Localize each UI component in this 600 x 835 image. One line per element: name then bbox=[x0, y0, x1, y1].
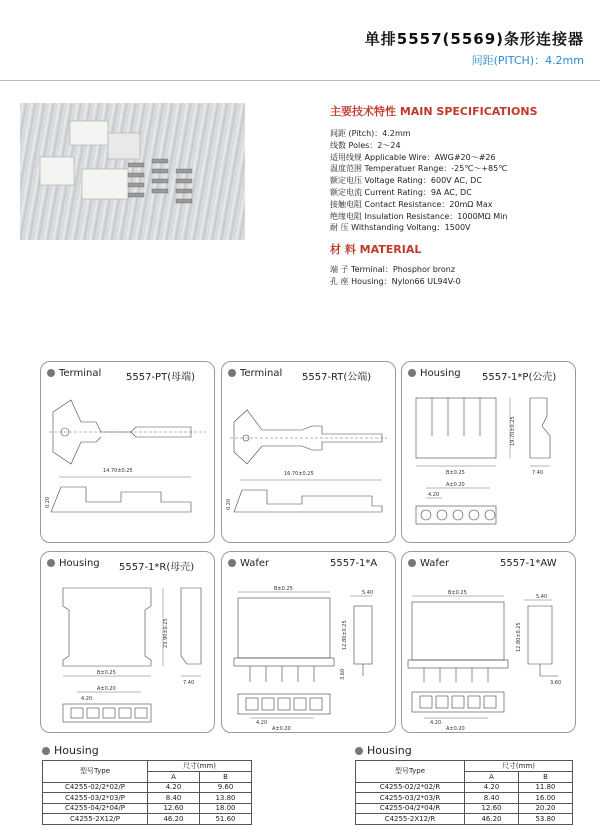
housing-table-r bbox=[355, 760, 573, 825]
dim-label: 12.80±0.25 bbox=[342, 620, 348, 650]
material-line: 端 子 Terminal：Phosphor bronz bbox=[330, 265, 456, 274]
table-row bbox=[43, 782, 252, 793]
panel-terminal-rt bbox=[221, 361, 396, 543]
panel-title: Housing bbox=[408, 368, 461, 379]
col-header-b: B bbox=[519, 772, 573, 783]
table-cell: C4255-02/2*02/P bbox=[43, 782, 148, 793]
panel-part: 5557-PT(母端) bbox=[126, 372, 195, 383]
table-cell: C4255-03/2*03/R bbox=[356, 793, 465, 804]
panel-part: 5557-1*AW bbox=[500, 558, 557, 569]
table-cell: 18.00 bbox=[200, 803, 252, 814]
table-row bbox=[356, 793, 573, 804]
housing-table-p bbox=[42, 760, 252, 825]
bullet-icon bbox=[408, 369, 416, 377]
table-cell: 20.20 bbox=[519, 803, 573, 814]
table-cell: C4255-04/2*04/P bbox=[43, 803, 148, 814]
dim-label: 5.40 bbox=[536, 594, 548, 600]
table-cell: 8.40 bbox=[148, 793, 200, 804]
table-title: Housing bbox=[355, 744, 412, 757]
dim-label: A±0.20 bbox=[446, 482, 465, 488]
table-cell: 9.60 bbox=[200, 782, 252, 793]
table-cell: 4.20 bbox=[465, 782, 519, 793]
table-row bbox=[356, 814, 573, 825]
panel-housing-r bbox=[40, 551, 215, 733]
panel-wafer-a bbox=[221, 551, 396, 733]
bullet-icon bbox=[228, 369, 236, 377]
panel-housing-p bbox=[401, 361, 576, 543]
table-row bbox=[43, 814, 252, 825]
bullet-icon bbox=[228, 559, 236, 567]
dim-label: 16.70±0.25 bbox=[284, 471, 314, 477]
pitch-subtitle: 间距(PITCH)：4.2mm bbox=[471, 54, 584, 67]
dim-label: 23.90±0.25 bbox=[163, 618, 169, 648]
dim-label: 0.20 bbox=[226, 498, 232, 510]
header-divider bbox=[0, 80, 600, 81]
dim-label: 4.20 bbox=[81, 696, 93, 702]
bullet-icon bbox=[408, 559, 416, 567]
spec-line: 绝缘电阻 Insulation Resistance：1000MΩ Min bbox=[330, 211, 508, 221]
dim-label: 19.70±0.25 bbox=[510, 416, 516, 446]
table-cell: C4255-2X12/R bbox=[356, 814, 465, 825]
spec-line: 额定电压 Voltage Rating：600V AC, DC bbox=[330, 176, 482, 186]
col-header-model: 型号Type bbox=[43, 761, 148, 783]
table-cell: C4255-04/2*04/R bbox=[356, 803, 465, 814]
housing-r-drawing bbox=[41, 576, 214, 728]
dim-label: B±0.25 bbox=[274, 586, 293, 592]
panel-terminal-pt bbox=[40, 361, 215, 543]
table-cell: 11.80 bbox=[519, 782, 573, 793]
col-header-model: 型号Type bbox=[356, 761, 465, 783]
table-cell: C4255-02/2*02/R bbox=[356, 782, 465, 793]
spec-line: 线数 Poles：2～24 bbox=[330, 140, 401, 150]
bullet-icon bbox=[47, 559, 55, 567]
panel-wafer-aw bbox=[401, 551, 576, 733]
table-cell: 12.60 bbox=[148, 803, 200, 814]
specs-title: 主要技术特性 MAIN SPECIFICATIONS bbox=[330, 105, 538, 118]
spec-line: 接触电阻 Contact Resistance：20mΩ Max bbox=[330, 199, 493, 209]
dim-label: B±0.25 bbox=[97, 670, 116, 676]
wafer-aw-drawing bbox=[402, 576, 575, 732]
panel-part: 5557-1*P(公壳) bbox=[482, 372, 557, 383]
col-header-a: A bbox=[148, 772, 200, 783]
table-cell: 46.20 bbox=[148, 814, 200, 825]
table-title: Housing bbox=[42, 744, 99, 757]
col-header-b: B bbox=[200, 772, 252, 783]
table-cell: 13.80 bbox=[200, 793, 252, 804]
table-cell: C4255-2X12/P bbox=[43, 814, 148, 825]
spec-line: 间距 (Pitch)：4.2mm bbox=[330, 129, 411, 138]
panel-title: Wafer bbox=[228, 558, 269, 569]
panel-part: 5557-1*A bbox=[330, 558, 378, 569]
table-cell: 46.20 bbox=[465, 814, 519, 825]
col-header-size: 尺寸(mm) bbox=[148, 761, 252, 772]
dim-label: 5.40 bbox=[362, 590, 374, 596]
terminal-rt-drawing bbox=[222, 392, 395, 537]
bullet-icon bbox=[355, 747, 363, 755]
table-row bbox=[356, 782, 573, 793]
terminal-pt-drawing bbox=[41, 392, 214, 537]
panel-title: Terminal bbox=[47, 368, 101, 379]
table-cell: 53.80 bbox=[519, 814, 573, 825]
table-row bbox=[43, 803, 252, 814]
dim-label: 7.40 bbox=[532, 470, 544, 476]
spec-line: 温度范围 Temperatuer Range：-25℃～+85℃ bbox=[330, 164, 508, 174]
panel-title: Housing bbox=[47, 558, 100, 569]
dim-label: 4.20 bbox=[256, 720, 268, 726]
table-row bbox=[43, 793, 252, 804]
table-cell: 4.20 bbox=[148, 782, 200, 793]
dim-label: 4.20 bbox=[430, 720, 442, 726]
dim-label: B±0.25 bbox=[448, 590, 467, 596]
dim-label: A±0.20 bbox=[272, 726, 291, 732]
col-header-a: A bbox=[465, 772, 519, 783]
dim-label: 14.70±0.25 bbox=[103, 468, 133, 474]
dim-label: A±0.20 bbox=[446, 726, 465, 732]
dim-label: B±0.25 bbox=[446, 470, 465, 476]
spec-line: 适用线规 Applicable Wire：AWG#20～#26 bbox=[330, 152, 496, 162]
bullet-icon bbox=[47, 369, 55, 377]
dim-label: 3.60 bbox=[550, 680, 562, 686]
spec-line: 耐 压 Withstanding Voltang：1500V bbox=[330, 223, 471, 233]
col-header-size: 尺寸(mm) bbox=[465, 761, 573, 772]
dim-label: 7.40 bbox=[183, 680, 195, 686]
spec-line: 额定电流 Current Rating：9A AC, DC bbox=[330, 188, 472, 197]
dim-label: A±0.20 bbox=[97, 686, 116, 692]
panel-title: Wafer bbox=[408, 558, 449, 569]
dim-label: 0.20 bbox=[45, 496, 51, 508]
wafer-a-drawing bbox=[222, 576, 395, 732]
connector-photo-illustration bbox=[20, 103, 245, 240]
page-title: 单排5557(5569)条形连接器 bbox=[364, 30, 584, 48]
material-line: 孔 座 Housing：Nylon66 UL94V-0 bbox=[330, 276, 461, 286]
table-cell: 16.00 bbox=[519, 793, 573, 804]
panel-title: Terminal bbox=[228, 368, 282, 379]
product-photo bbox=[20, 103, 245, 240]
table-cell: 12.60 bbox=[465, 803, 519, 814]
panel-part: 5557-RT(公端) bbox=[302, 372, 372, 383]
table-cell: C4255-03/2*03/P bbox=[43, 793, 148, 804]
dim-label: 3.60 bbox=[340, 668, 346, 680]
table-cell: 51.60 bbox=[200, 814, 252, 825]
table-cell: 8.40 bbox=[465, 793, 519, 804]
table-row bbox=[356, 803, 573, 814]
housing-p-drawing bbox=[402, 386, 575, 538]
bullet-icon bbox=[42, 747, 50, 755]
panel-part: 5557-1*R(母壳) bbox=[119, 562, 195, 573]
dim-label: 12.80±0.25 bbox=[516, 622, 522, 652]
material-title: 材 料 MATERIAL bbox=[330, 243, 422, 256]
dim-label: 4.20 bbox=[428, 492, 440, 498]
